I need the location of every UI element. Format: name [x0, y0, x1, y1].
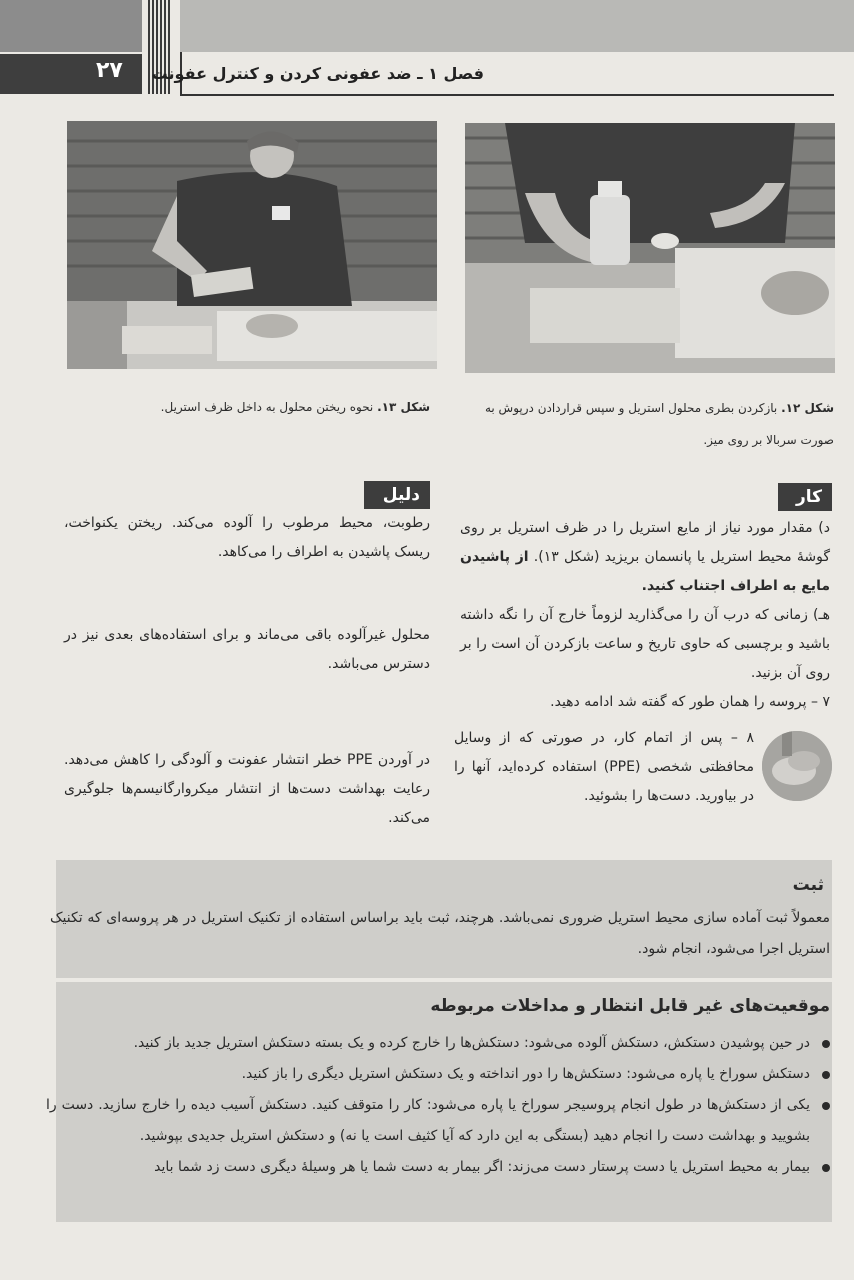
task-item-d-text: د) مقدار مورد نیاز از مایع استریل را در ظرف استریل بر روی گوشهٔ محیط استریل یا پانسمان بریزید (شکل ۱۳).	[460, 520, 830, 565]
figure-13-label: شکل ۱۳.	[377, 400, 430, 414]
bullet-icon	[822, 1040, 830, 1048]
reason-1: رطوبت، محیط مرطوب را آلوده می‌کند. ریختن یکنواخت، ریسک پاشیدن به اطراف را می‌کاهد.	[64, 515, 430, 560]
page-number: ۲۷	[96, 58, 123, 83]
list-item-text: در حین پوشیدن دستکش، دستکش آلوده می‌شود: دستکش‌ها را خارج کرده و یک بسته دستکش استریل جدید باز کنید.	[133, 1035, 810, 1051]
task-item-8: ۸ – پس از اتمام کار، در صورتی که از وسایل محافظتی شخصی (PPE) استفاده کرده‌اید، آنها را در بیاورید. دست‌ها را بشوئید.	[454, 730, 754, 804]
list-item-text: بیمار به محیط استریل یا دست پرستار دست می‌زند: اگر بیمار به دست شما یا هر وسیلهٔ دیگری دست زد شما باید	[154, 1159, 810, 1175]
task-item-7: ۷ – پروسه را همان طور که گفته شد ادامه دهید.	[550, 694, 830, 710]
list-item-text: دستکش سوراخ یا پاره می‌شود: دستکش‌ها را دور انداخته و یک دستکش استریل دیگری را باز کنید.	[241, 1066, 810, 1082]
task-column	[460, 514, 830, 717]
list-item	[46, 1090, 830, 1152]
task-item-d	[460, 514, 830, 601]
figure-12-caption	[464, 392, 834, 456]
figure-13-caption	[130, 391, 430, 423]
header-rule	[182, 94, 834, 96]
bullet-icon	[822, 1164, 830, 1172]
figure-13-photo	[67, 121, 437, 369]
bullet-icon	[822, 1071, 830, 1079]
task-header: کار	[778, 483, 832, 511]
chapter-title: فصل ۱ ـ ضد عفونی کردن و کنترل عفونت	[151, 64, 484, 83]
task-item-d-emphasis: از پاشیدن مایع به اطراف اجتناب کنید.	[460, 549, 830, 594]
reason-3: در آوردن PPE خطر انتشار عفونت و آلودگی را کاهش می‌دهد. رعایت بهداشت دست‌ها از انتشار میکروارگانیسم‌ها جلوگیری می‌کند.	[64, 752, 430, 826]
header-gray-block	[0, 0, 142, 52]
list-item-text: یکی از دستکش‌ها در طول انجام پروسیجر سوراخ یا پاره می‌شود: کار را متوقف کنید. دستکش آسیب دیده را خارج سازید. دست را بشویید و بهداشت دست را انجام دهید (بستگی به این دارد که آیا کثیف است یا نه) و دستکش استریل جدیدی بپوشید.	[46, 1097, 810, 1144]
reason-column	[64, 509, 430, 833]
unexpected-situations-title: موقعیت‌های غیر قابل انتظار و مداخلات مربوطه	[430, 996, 830, 1016]
reason-header: دلیل	[364, 481, 430, 509]
figure-12-photo	[465, 123, 835, 373]
list-item	[46, 1059, 830, 1090]
unexpected-situations-list	[46, 1028, 830, 1183]
figure-12-label: شکل ۱۲.	[781, 401, 834, 415]
figure-13-caption-text: نحوه ریختن محلول به داخل ظرف استریل.	[160, 400, 374, 414]
documentation-text: معمولاً ثبت آماده سازی محیط استریل ضروری نمی‌باشد. هرچند، ثبت باید براساس استفاده از تکنیک استریل در هر پروسه‌ای که تکنیک استریل اجرا می‌شود، انجام شود.	[50, 910, 830, 957]
hand-washing-icon	[762, 731, 832, 801]
list-item	[46, 1152, 830, 1183]
figure-12-caption-text: بازکردن بطری محلول استریل و سپس قراردادن درپوش به صورت سربالا بر روی میز.	[484, 401, 834, 447]
header-gray-band	[180, 0, 854, 52]
documentation-title: ثبت	[792, 875, 824, 895]
reason-2: محلول غیرآلوده باقی می‌ماند و برای استفاده‌های بعدی نیز در دسترس می‌باشد.	[64, 627, 430, 672]
bullet-icon	[822, 1102, 830, 1110]
list-item	[46, 1028, 830, 1059]
task-item-h: هـ) زمانی که درب آن را می‌گذارید لزوماً خارج آن را نگه داشته باشید و برچسبی که حاوی تاریخ و ساعت بازکردن آن است را بر روی آن بزنید.	[460, 607, 830, 681]
